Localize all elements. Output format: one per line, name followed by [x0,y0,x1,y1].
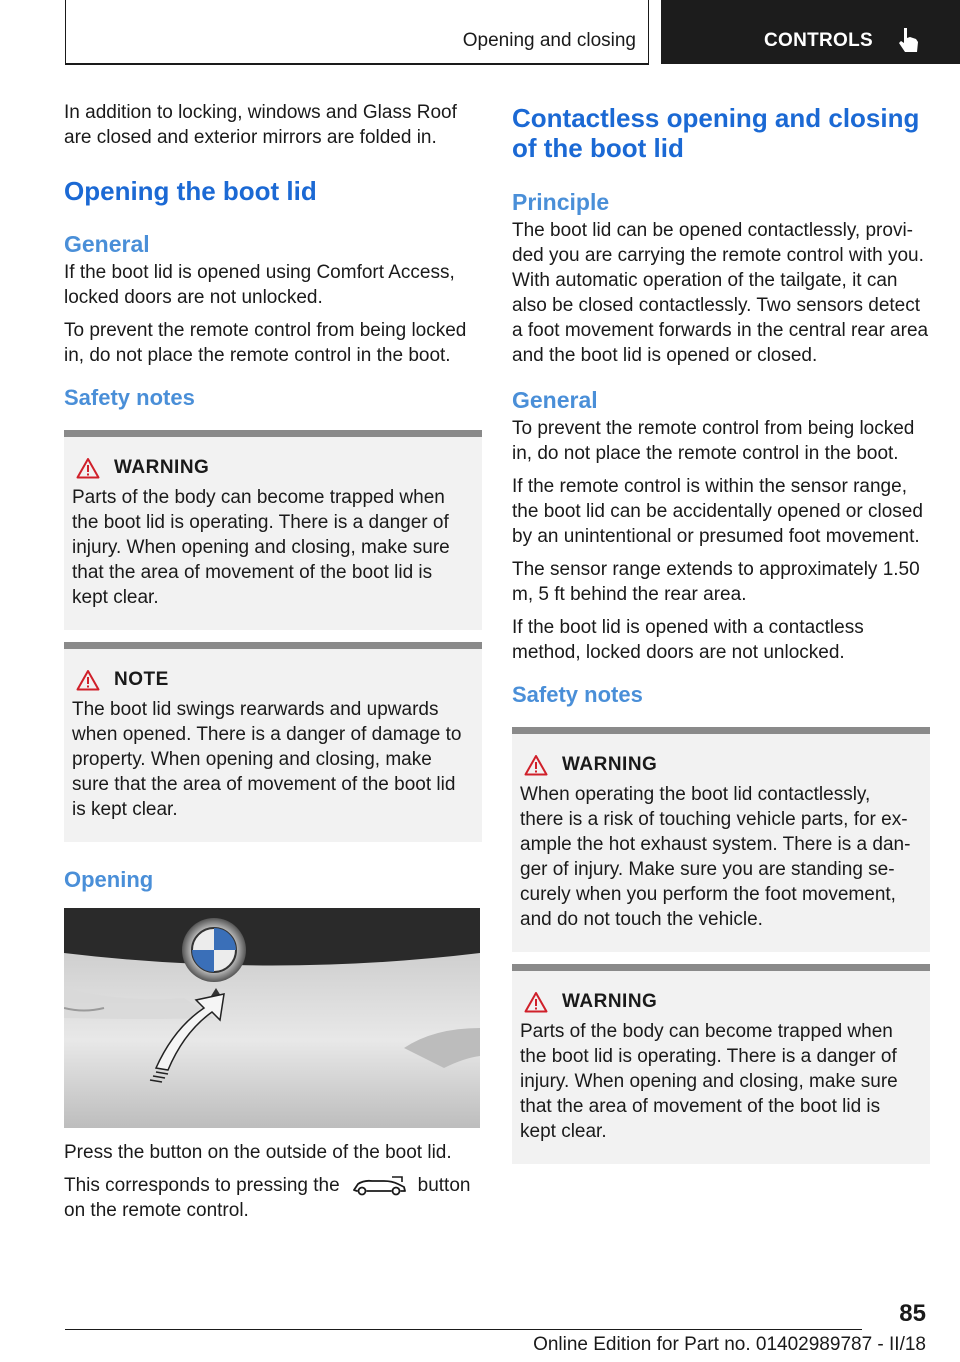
warning-box-contactless [512,727,930,952]
warning-title-trapped: WARNING [562,991,658,1012]
right-general-paragraph-2: If the remote control is within the sensor range, the boot lid can be accidentally opened or closed by an unintentional or presumed foot movement. [512,476,923,547]
warning-text: Parts of the body can become trapped when the boot lid is operating. There is a danger of injury. When opening and closing, make sure that the area of movement of the boot lid is kept clear. [72,487,450,608]
warning-header-contactless [520,754,914,776]
remote-correspondence-end: on the remote control. [64,1200,249,1221]
remote-correspondence-text [64,1173,482,1223]
remote-correspondence-after: button [417,1175,471,1196]
footer-rule [65,1329,862,1330]
warning-header [72,457,466,479]
footer-edition: Online Edition for Part no. 01402989787 - II/18 [533,1334,926,1355]
heading-opening-boot-lid: Opening the boot lid [64,176,317,206]
right-general-paragraph-1: To prevent the remote control from being locked in, do not place the remote control in the boot. [512,418,915,464]
right-column [512,103,930,1164]
heading-safety-notes: Safety notes [64,385,195,410]
header-chapter-tab[interactable] [661,0,960,64]
principle-paragraph: The boot lid can be opened contactlessly, provided you are carrying the remote control with you. With automatic operation of the tailgate, it can also be closed contactlessly. Two sensors detect a foot movement forwards in the central rear area and the boot lid is opened or closed. [512,220,929,366]
warning-text-trapped: Parts of the body can become trapped when the boot lid is operating. There is a danger of injury. When opening and closing, make sure that the area of movement of the boot lid is kept clear. [520,1021,898,1142]
warning-box [64,430,482,630]
note-title: NOTE [114,669,169,690]
note-header [72,669,466,691]
intro-paragraph: In addition to locking, windows and Glass Roof are closed and exterior mirrors are folded in. [64,102,457,148]
warning-triangle-icon [524,754,548,776]
right-general-paragraph-3: The sensor range extends to approximately 1.50 m, 5 ft behind the rear area. [512,559,920,605]
note-triangle-icon [76,669,100,691]
heading-general-right: General [512,387,598,413]
press-button-text: Press the button on the outside of the boot lid. [64,1142,452,1163]
warning-triangle-icon [524,991,548,1013]
warning-title-contactless: WARNING [562,754,658,775]
boot-lid-image [64,908,480,1128]
warning-header-trapped [520,991,914,1013]
left-column [64,100,482,1223]
page-number: 85 [899,1300,926,1327]
heading-contactless: Contactless opening and closing of the boot lid [512,103,920,163]
warning-text-contactless: When operating the boot lid contactlessly, there is a risk of touching vehicle parts, for example the hot exhaust system. There is a danger of injury. Make sure you are standing securely when you perform the foot movement, and do not touch the vehicle. [520,784,911,930]
warning-triangle-icon [76,457,100,479]
note-text: The boot lid swings rearwards and upwards when opened. There is a danger of damage to property. When opening and closing, make sure that the area of movement of the boot lid is kept clear. [72,699,462,820]
car-boot-button-icon [350,1175,408,1197]
warning-box-trapped [512,964,930,1164]
warning-title: WARNING [114,457,210,478]
header-bottom-rule [65,63,649,65]
header-mid-rule [648,0,649,64]
heading-general: General [64,231,150,257]
header-chapter-label: CONTROLS [764,30,874,51]
header-left-rule [65,0,66,64]
heading-principle: Principle [512,189,610,215]
remote-correspondence-before: This corresponds to pressing the [64,1175,340,1196]
right-general-paragraph-4: If the boot lid is opened with a contactless method, locked doors are not unlocked. [512,617,864,663]
pointing-hand-icon [895,25,921,55]
boot-lid-button-illustration [64,908,480,1128]
general-paragraph-1: If the boot lid is opened using Comfort Access, locked doors are not unlocked. [64,262,455,308]
header-section-title: Opening and closing [462,30,636,51]
heading-opening: Opening [64,867,154,892]
general-paragraph-2: To prevent the remote control from being locked in, do not place the remote control in the boot. [64,320,467,366]
heading-safety-notes-right: Safety notes [512,682,643,707]
note-box [64,642,482,842]
